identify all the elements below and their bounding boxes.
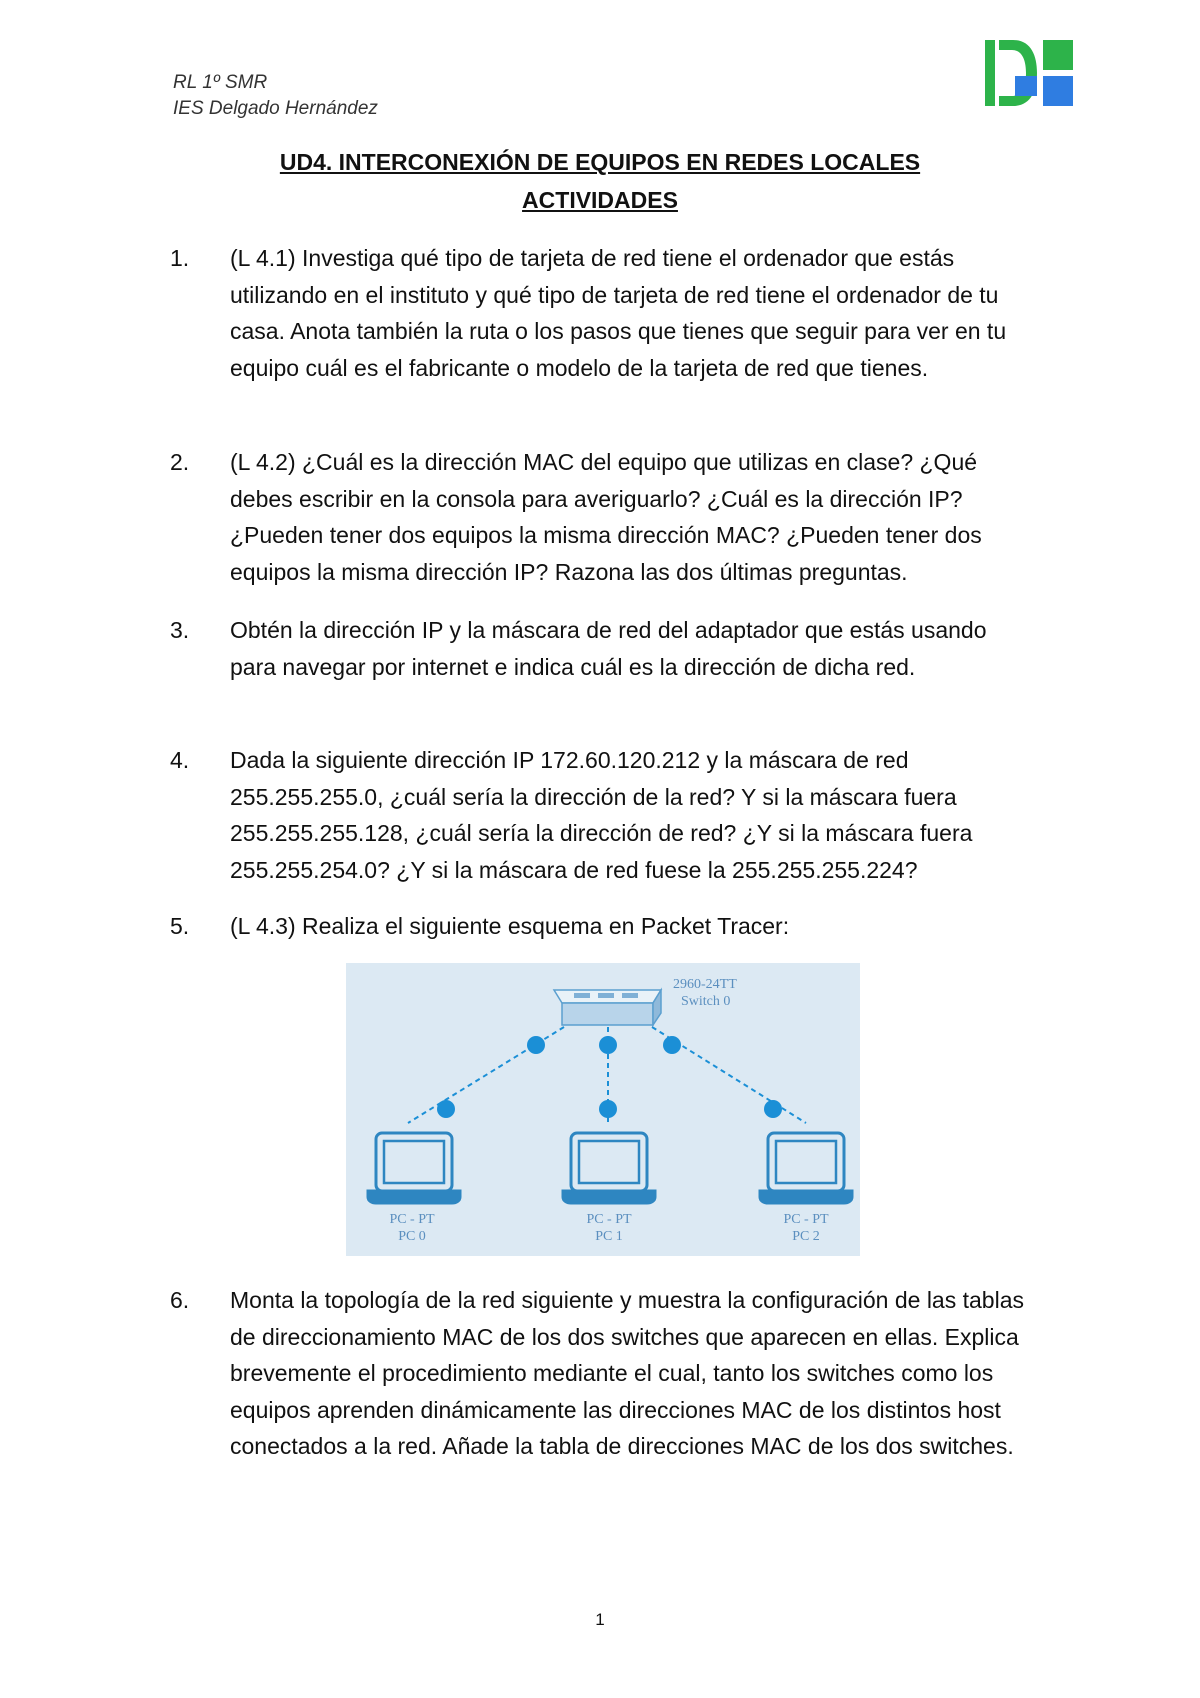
school-logo — [985, 40, 1073, 106]
question-6 — [170, 1282, 1030, 1465]
pc0-type-label: PC - PT — [389, 1212, 435, 1227]
logo-green-d — [999, 40, 1037, 106]
pc0-name-label: PC 0 — [398, 1229, 426, 1244]
header-school: IES Delgado Hernández — [173, 98, 378, 119]
question-number: 2. — [170, 449, 190, 475]
question-number: 1. — [170, 245, 190, 271]
pc2-name-label: PC 2 — [792, 1229, 820, 1244]
logo-green-square — [1043, 40, 1073, 70]
question-number: 6. — [170, 1287, 190, 1313]
pc2-type-label: PC - PT — [783, 1212, 829, 1227]
switch-icon — [554, 990, 661, 1025]
logo-blue-mark — [1015, 76, 1037, 96]
switch-model-label: 2960-24TT — [673, 977, 737, 992]
document-title: UD4. INTERCONEXIÓN DE EQUIPOS EN REDES LOCALES — [279, 149, 921, 175]
question-text: Dada la siguiente dirección IP 172.60.120.212 y la máscara de red 255.255.255.0, ¿cuál sería la dirección de la red? Y si la máscara fuera 255.255.255.128, ¿cuál sería la dirección de red? ¿Y si la máscara fuera 255.255.254.0? ¿Y si la máscara de red fuese la 255.255.255.224? — [230, 747, 973, 883]
question-number: 3. — [170, 617, 190, 643]
document-header — [173, 70, 378, 122]
question-text: Obtén la dirección IP y la máscara de red del adaptador que estás usando para navegar por internet e indica cuál es la dirección de dicha red. — [230, 617, 987, 680]
question-4 — [170, 742, 1030, 888]
network-diagram — [346, 963, 860, 1256]
question-number: 5. — [170, 913, 190, 939]
logo-green-bar — [985, 40, 995, 106]
question-2 — [170, 444, 1030, 590]
header-course: RL 1º SMR — [173, 72, 268, 93]
logo-blue-square — [1043, 76, 1073, 106]
question-number: 4. — [170, 747, 190, 773]
page-number: 1 — [595, 1610, 605, 1629]
question-text: (L 4.3) Realiza el siguiente esquema en Packet Tracer: — [230, 913, 790, 939]
question-3 — [170, 612, 1030, 685]
question-text: (L 4.2) ¿Cuál es la dirección MAC del equipo que utilizas en clase? ¿Qué debes escribir en la consola para averiguarlo? ¿Cuál es la dirección IP? ¿Pueden tener dos equipos la misma dirección MAC? ¿Pueden tener dos equipos la misma dirección IP? Razona las dos últimas preguntas. — [230, 449, 982, 585]
pc1-name-label: PC 1 — [595, 1229, 623, 1244]
question-text: (L 4.1) Investiga qué tipo de tarjeta de red tiene el ordenador que estás utilizando en el instituto y qué tipo de tarjeta de red tiene el ordenador de tu casa. Anota también la ruta o los pasos que tienes que seguir para ver en tu equipo cuál es el fabricante o modelo de la tarjeta de red que tienes. — [230, 245, 1007, 381]
document-subtitle: ACTIVIDADES — [522, 187, 678, 213]
question-1 — [170, 240, 1030, 386]
question-5 — [170, 908, 1030, 945]
switch-name-label: Switch 0 — [681, 994, 731, 1009]
pc1-type-label: PC - PT — [586, 1212, 632, 1227]
question-text: Monta la topología de la red siguiente y muestra la configuración de las tablas de direccionamiento MAC de los dos switches que aparecen en ellas. Explica brevemente el procedimiento mediante el cual, tanto los switches como los equipos aprenden dinámicamente las direcciones MAC de los distintos host conectados a la red. Añade la tabla de direcciones MAC de los dos switches. — [230, 1287, 1024, 1459]
